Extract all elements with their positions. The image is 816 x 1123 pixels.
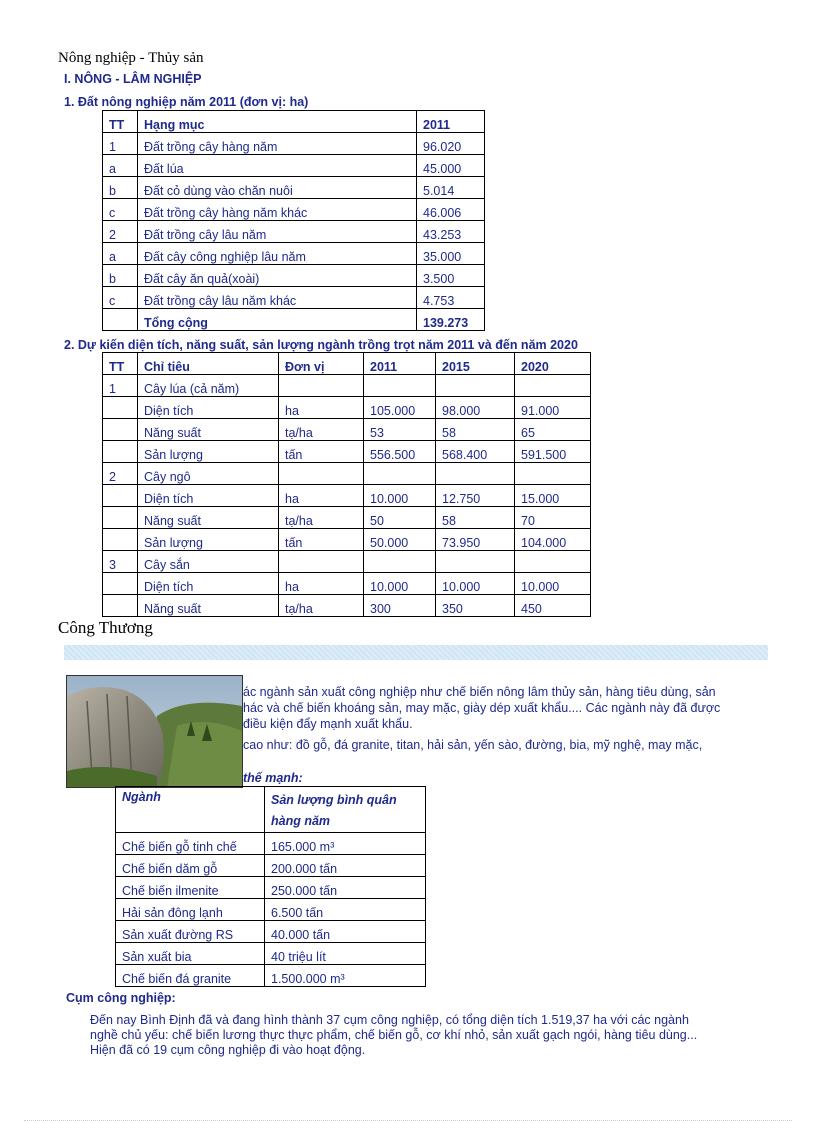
table-row xyxy=(103,595,591,617)
cell: 46.006 xyxy=(417,199,485,221)
cell xyxy=(364,463,436,485)
cell: Năng suất xyxy=(138,507,279,529)
cell: 73.950 xyxy=(436,529,515,551)
industrial-cluster-paragraph xyxy=(90,1013,697,1058)
column-header: 2011 xyxy=(364,353,436,375)
table-row xyxy=(116,943,426,965)
cell: 300 xyxy=(364,595,436,617)
cell: 35.000 xyxy=(417,243,485,265)
cell xyxy=(515,551,591,573)
cell: 450 xyxy=(515,595,591,617)
cell: 91.000 xyxy=(515,397,591,419)
cell xyxy=(103,419,138,441)
cell xyxy=(436,463,515,485)
cell: tạ/ha xyxy=(279,419,364,441)
table-row xyxy=(116,855,426,877)
column-header: Chỉ tiêu xyxy=(138,353,279,375)
table-header-row xyxy=(103,111,485,133)
cell: 10.000 xyxy=(515,573,591,595)
cell: 98.000 xyxy=(436,397,515,419)
cell: Diện tích xyxy=(138,397,279,419)
table-row xyxy=(103,375,591,397)
column-header: Ngành xyxy=(116,787,265,833)
table-row xyxy=(103,441,591,463)
column-header: Hạng mục xyxy=(138,111,417,133)
page-bottom-divider xyxy=(24,1120,792,1121)
table-row xyxy=(103,529,591,551)
section-title-industry-trade: Công Thương xyxy=(58,618,153,637)
table1-title: 1. Đất nông nghiệp năm 2011 (đơn vị: ha) xyxy=(64,95,309,109)
table-row xyxy=(116,921,426,943)
cell: b xyxy=(103,265,138,287)
table2-title: 2. Dự kiến diện tích, năng suất, sản lượng ngành trồng trọt năm 2011 và đến năm 2020 xyxy=(64,338,578,352)
cell: 10.000 xyxy=(436,573,515,595)
cell xyxy=(103,529,138,551)
cell: 10.000 xyxy=(364,573,436,595)
cell xyxy=(103,309,138,331)
paragraph-line: điều kiện đẩy mạnh xuất khẩu. xyxy=(243,717,413,731)
cell: 1 xyxy=(103,133,138,155)
cell: 556.500 xyxy=(364,441,436,463)
land-use-table xyxy=(102,110,485,331)
table-row xyxy=(116,965,426,987)
cell xyxy=(103,441,138,463)
cell xyxy=(103,573,138,595)
cell: Chế biến gỗ tinh chế xyxy=(116,833,265,855)
cell: 200.000 tấn xyxy=(265,855,426,877)
cell: 10.000 xyxy=(364,485,436,507)
cell: 4.753 xyxy=(417,287,485,309)
cell xyxy=(103,397,138,419)
table-row xyxy=(116,833,426,855)
cell: tấn xyxy=(279,441,364,463)
cell: Đất trồng cây hàng năm khác xyxy=(138,199,417,221)
table-row xyxy=(116,899,426,921)
cell: Đất cây công nghiệp lâu năm xyxy=(138,243,417,265)
rock-landscape-image xyxy=(67,676,242,787)
paragraph-line: Hiện đã có 19 cụm công nghiệp đi vào hoạt động. xyxy=(90,1043,366,1057)
table-row xyxy=(103,551,591,573)
cell: Năng suất xyxy=(138,595,279,617)
cell: 65 xyxy=(515,419,591,441)
cell: Chế biến đá granite xyxy=(116,965,265,987)
table-header-row xyxy=(116,787,426,833)
cell xyxy=(279,551,364,573)
cell xyxy=(515,375,591,397)
table-row xyxy=(103,287,485,309)
cell: 40 triệu lít xyxy=(265,943,426,965)
industrial-cluster-heading: Cụm công nghiệp: xyxy=(66,991,176,1005)
cell: Đất cây ăn quả(xoài) xyxy=(138,265,417,287)
cell: ha xyxy=(279,485,364,507)
cell xyxy=(103,507,138,529)
cell: c xyxy=(103,287,138,309)
cell xyxy=(279,375,364,397)
cell xyxy=(515,463,591,485)
cell: 43.253 xyxy=(417,221,485,243)
cell: Tổng cộng xyxy=(138,309,417,331)
cell: ha xyxy=(279,573,364,595)
table-row xyxy=(103,199,485,221)
column-header: Đơn vị xyxy=(279,353,364,375)
cell: 591.500 xyxy=(515,441,591,463)
cell: Sản xuất đường RS xyxy=(116,921,265,943)
cell: tạ/ha xyxy=(279,507,364,529)
cell: 40.000 tấn xyxy=(265,921,426,943)
paragraph-line: ác ngành sản xuất công nghiệp như chế biến nông lâm thủy sản, hàng tiêu dùng, sản xyxy=(243,685,716,699)
cell: 96.020 xyxy=(417,133,485,155)
cell xyxy=(436,551,515,573)
table-row xyxy=(103,397,591,419)
industry-paragraph-2: cao như: đồ gỗ, đá granite, titan, hải sản, yến sào, đường, bia, mỹ nghệ, may mặc, xyxy=(243,738,703,752)
cell: Hải sản đông lạnh xyxy=(116,899,265,921)
table-row xyxy=(103,133,485,155)
table-row xyxy=(103,155,485,177)
table-row xyxy=(103,419,591,441)
cell: Diện tích xyxy=(138,573,279,595)
cell: a xyxy=(103,155,138,177)
paragraph-line: hác và chế biến khoáng sản, may mặc, giày dép xuất khẩu.... Các ngành này đã được xyxy=(243,701,721,715)
cell: Đất cỏ dùng vào chăn nuôi xyxy=(138,177,417,199)
page-title: Nông nghiệp - Thủy sản xyxy=(58,50,204,66)
cell: 3.500 xyxy=(417,265,485,287)
column-header: 2020 xyxy=(515,353,591,375)
cell: 2 xyxy=(103,221,138,243)
cell: a xyxy=(103,243,138,265)
cell: 1 xyxy=(103,375,138,397)
cell: Sản xuất bia xyxy=(116,943,265,965)
industry-output-table xyxy=(115,786,426,987)
cell: 165.000 m³ xyxy=(265,833,426,855)
cell: Đất trồng cây hàng năm xyxy=(138,133,417,155)
cell: 70 xyxy=(515,507,591,529)
rock-landscape-photo xyxy=(66,675,243,788)
cell xyxy=(364,375,436,397)
cell xyxy=(103,595,138,617)
column-header: TT xyxy=(103,111,138,133)
cell: 104.000 xyxy=(515,529,591,551)
cell: 568.400 xyxy=(436,441,515,463)
cell: tấn xyxy=(279,529,364,551)
section-heading-agriculture: I. NÔNG - LÂM NGHIỆP xyxy=(64,72,202,86)
cell: Chế biến ilmenite xyxy=(116,877,265,899)
table-header-row xyxy=(103,353,591,375)
cell: 53 xyxy=(364,419,436,441)
cell: 50 xyxy=(364,507,436,529)
cell: 139.273 xyxy=(417,309,485,331)
cell: Cây lúa (cả năm) xyxy=(138,375,279,397)
table-row xyxy=(103,177,485,199)
table-row xyxy=(103,507,591,529)
cell: 5.014 xyxy=(417,177,485,199)
cell: 105.000 xyxy=(364,397,436,419)
cell: 15.000 xyxy=(515,485,591,507)
cell: Năng suất xyxy=(138,419,279,441)
cell: Sản lượng xyxy=(138,529,279,551)
cell: Cây sắn xyxy=(138,551,279,573)
cell: Cây ngô xyxy=(138,463,279,485)
table-row xyxy=(103,485,591,507)
cell xyxy=(364,551,436,573)
cell: 12.750 xyxy=(436,485,515,507)
cell: Sản lượng xyxy=(138,441,279,463)
crop-forecast-table xyxy=(102,352,591,617)
cell: Diện tích xyxy=(138,485,279,507)
column-header: 2015 xyxy=(436,353,515,375)
cell: 350 xyxy=(436,595,515,617)
cell: 3 xyxy=(103,551,138,573)
cell: Chế biến dăm gỗ xyxy=(116,855,265,877)
paragraph-line: Đến nay Bình Định đã và đang hình thành 37 cụm công nghiệp, có tổng diện tích 1.519,37 ha với các ngành xyxy=(90,1013,689,1027)
table-row xyxy=(103,573,591,595)
cell: Đất lúa xyxy=(138,155,417,177)
table-row xyxy=(116,877,426,899)
cell: c xyxy=(103,199,138,221)
table-row xyxy=(103,265,485,287)
cell: 50.000 xyxy=(364,529,436,551)
cell: 2 xyxy=(103,463,138,485)
cell xyxy=(436,375,515,397)
column-header: Sản lượng bình quân hàng năm xyxy=(265,787,426,833)
column-header: 2011 xyxy=(417,111,485,133)
cell: tạ/ha xyxy=(279,595,364,617)
paragraph-line: nghề chủ yếu: chế biến lương thực thực phẩm, chế biến gỗ, cơ khí nhỏ, sản xuất gạch ngói, hàng tiêu dùng... xyxy=(90,1028,698,1042)
decorative-band xyxy=(64,645,768,660)
table-row xyxy=(103,221,485,243)
table-row xyxy=(103,463,591,485)
cell: 250.000 tấn xyxy=(265,877,426,899)
cell: 1.500.000 m³ xyxy=(265,965,426,987)
table-row xyxy=(103,243,485,265)
total-row xyxy=(103,309,485,331)
column-header: TT xyxy=(103,353,138,375)
cell: Đất trồng cây lâu năm xyxy=(138,221,417,243)
cell: ha xyxy=(279,397,364,419)
cell: b xyxy=(103,177,138,199)
industry-paragraph-1 xyxy=(243,684,720,732)
cell: 45.000 xyxy=(417,155,485,177)
strength-label: thế mạnh: xyxy=(243,771,303,785)
cell: 58 xyxy=(436,507,515,529)
cell: 58 xyxy=(436,419,515,441)
cell xyxy=(103,485,138,507)
cell: 6.500 tấn xyxy=(265,899,426,921)
cell: Đất trồng cây lâu năm khác xyxy=(138,287,417,309)
cell xyxy=(279,463,364,485)
